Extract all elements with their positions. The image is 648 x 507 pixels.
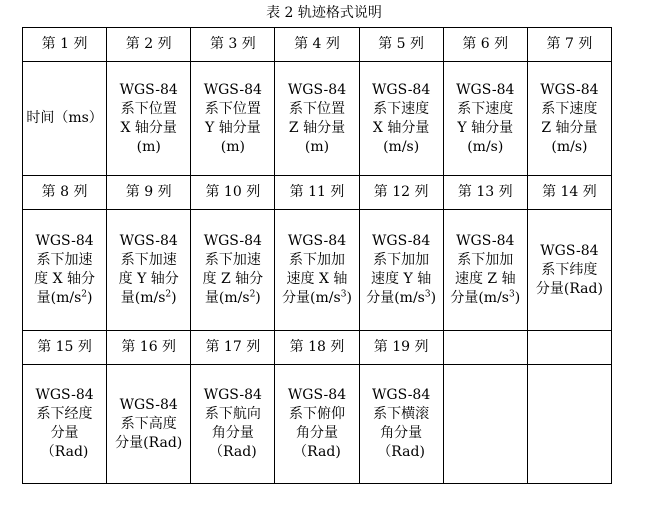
column-header: 第 6 列 xyxy=(443,28,527,62)
description-cell: WGS-84 系下横滚 角分量 （Rad) xyxy=(359,365,443,484)
column-header: 第 8 列 xyxy=(23,176,107,210)
description-cell: WGS-84 系下航向 角分量 （Rad) xyxy=(191,365,275,484)
description-row xyxy=(23,210,612,331)
column-header: 第 5 列 xyxy=(359,28,443,62)
header-row xyxy=(23,176,612,210)
description-cell: 时间（ms） xyxy=(23,62,107,176)
column-header: 第 16 列 xyxy=(107,331,191,365)
description-cell: WGS-84 系下速度 X 轴分量 (m/s) xyxy=(359,62,443,176)
column-header: 第 2 列 xyxy=(107,28,191,62)
description-cell: WGS-84 系下高度 分量(Rad) xyxy=(107,365,191,484)
description-row xyxy=(23,62,612,176)
description-cell: WGS-84 系下速度 Z 轴分量 (m/s) xyxy=(527,62,611,176)
column-header: 第 11 列 xyxy=(275,176,359,210)
column-header: 第 17 列 xyxy=(191,331,275,365)
description-cell: WGS-84 系下俯仰 角分量 （Rad) xyxy=(275,365,359,484)
description-row xyxy=(23,365,612,484)
column-header: 第 7 列 xyxy=(527,28,611,62)
description-cell: WGS-84 系下位置 Z 轴分量 (m) xyxy=(275,62,359,176)
header-row xyxy=(23,28,612,62)
column-header: 第 18 列 xyxy=(275,331,359,365)
column-header: 第 4 列 xyxy=(275,28,359,62)
description-cell: WGS-84 系下位置 Y 轴分量 (m) xyxy=(191,62,275,176)
description-cell: WGS-84 系下加速 度 Z 轴分 量$(m/s^2)$ xyxy=(191,210,275,331)
description-cell: WGS-84 系下纬度 分量(Rad) xyxy=(527,210,611,331)
column-header: 第 13 列 xyxy=(443,176,527,210)
column-header: 第 9 列 xyxy=(107,176,191,210)
description-cell: WGS-84 系下经度 分量 （Rad) xyxy=(23,365,107,484)
empty-cell xyxy=(527,365,611,484)
empty-cell xyxy=(527,331,611,365)
trajectory-format-table xyxy=(22,27,612,484)
empty-cell xyxy=(443,331,527,365)
column-header: 第 10 列 xyxy=(191,176,275,210)
empty-cell xyxy=(443,365,527,484)
description-cell: WGS-84 系下加加 速度 Y 轴 分量$(m/s^3)$ xyxy=(359,210,443,331)
column-header: 第 19 列 xyxy=(359,331,443,365)
description-cell: WGS-84 系下速度 Y 轴分量 (m/s) xyxy=(443,62,527,176)
description-cell: WGS-84 系下加速 度 Y 轴分 量$(m/s^2)$ xyxy=(107,210,191,331)
column-header: 第 3 列 xyxy=(191,28,275,62)
column-header: 第 15 列 xyxy=(23,331,107,365)
description-cell: WGS-84 系下加加 速度 Z 轴 分量$(m/s^3)$ xyxy=(443,210,527,331)
description-cell: WGS-84 系下加加 速度 X 轴 分量$(m/s^3)$ xyxy=(275,210,359,331)
description-cell: WGS-84 系下位置 X 轴分量 (m) xyxy=(107,62,191,176)
description-cell: WGS-84 系下加速 度 X 轴分 量$(m/s^2)$ xyxy=(23,210,107,331)
table-caption: 表 2 轨迹格式说明 xyxy=(266,5,382,21)
column-header: 第 12 列 xyxy=(359,176,443,210)
column-header: 第 14 列 xyxy=(527,176,611,210)
header-row xyxy=(23,331,612,365)
column-header: 第 1 列 xyxy=(23,28,107,62)
